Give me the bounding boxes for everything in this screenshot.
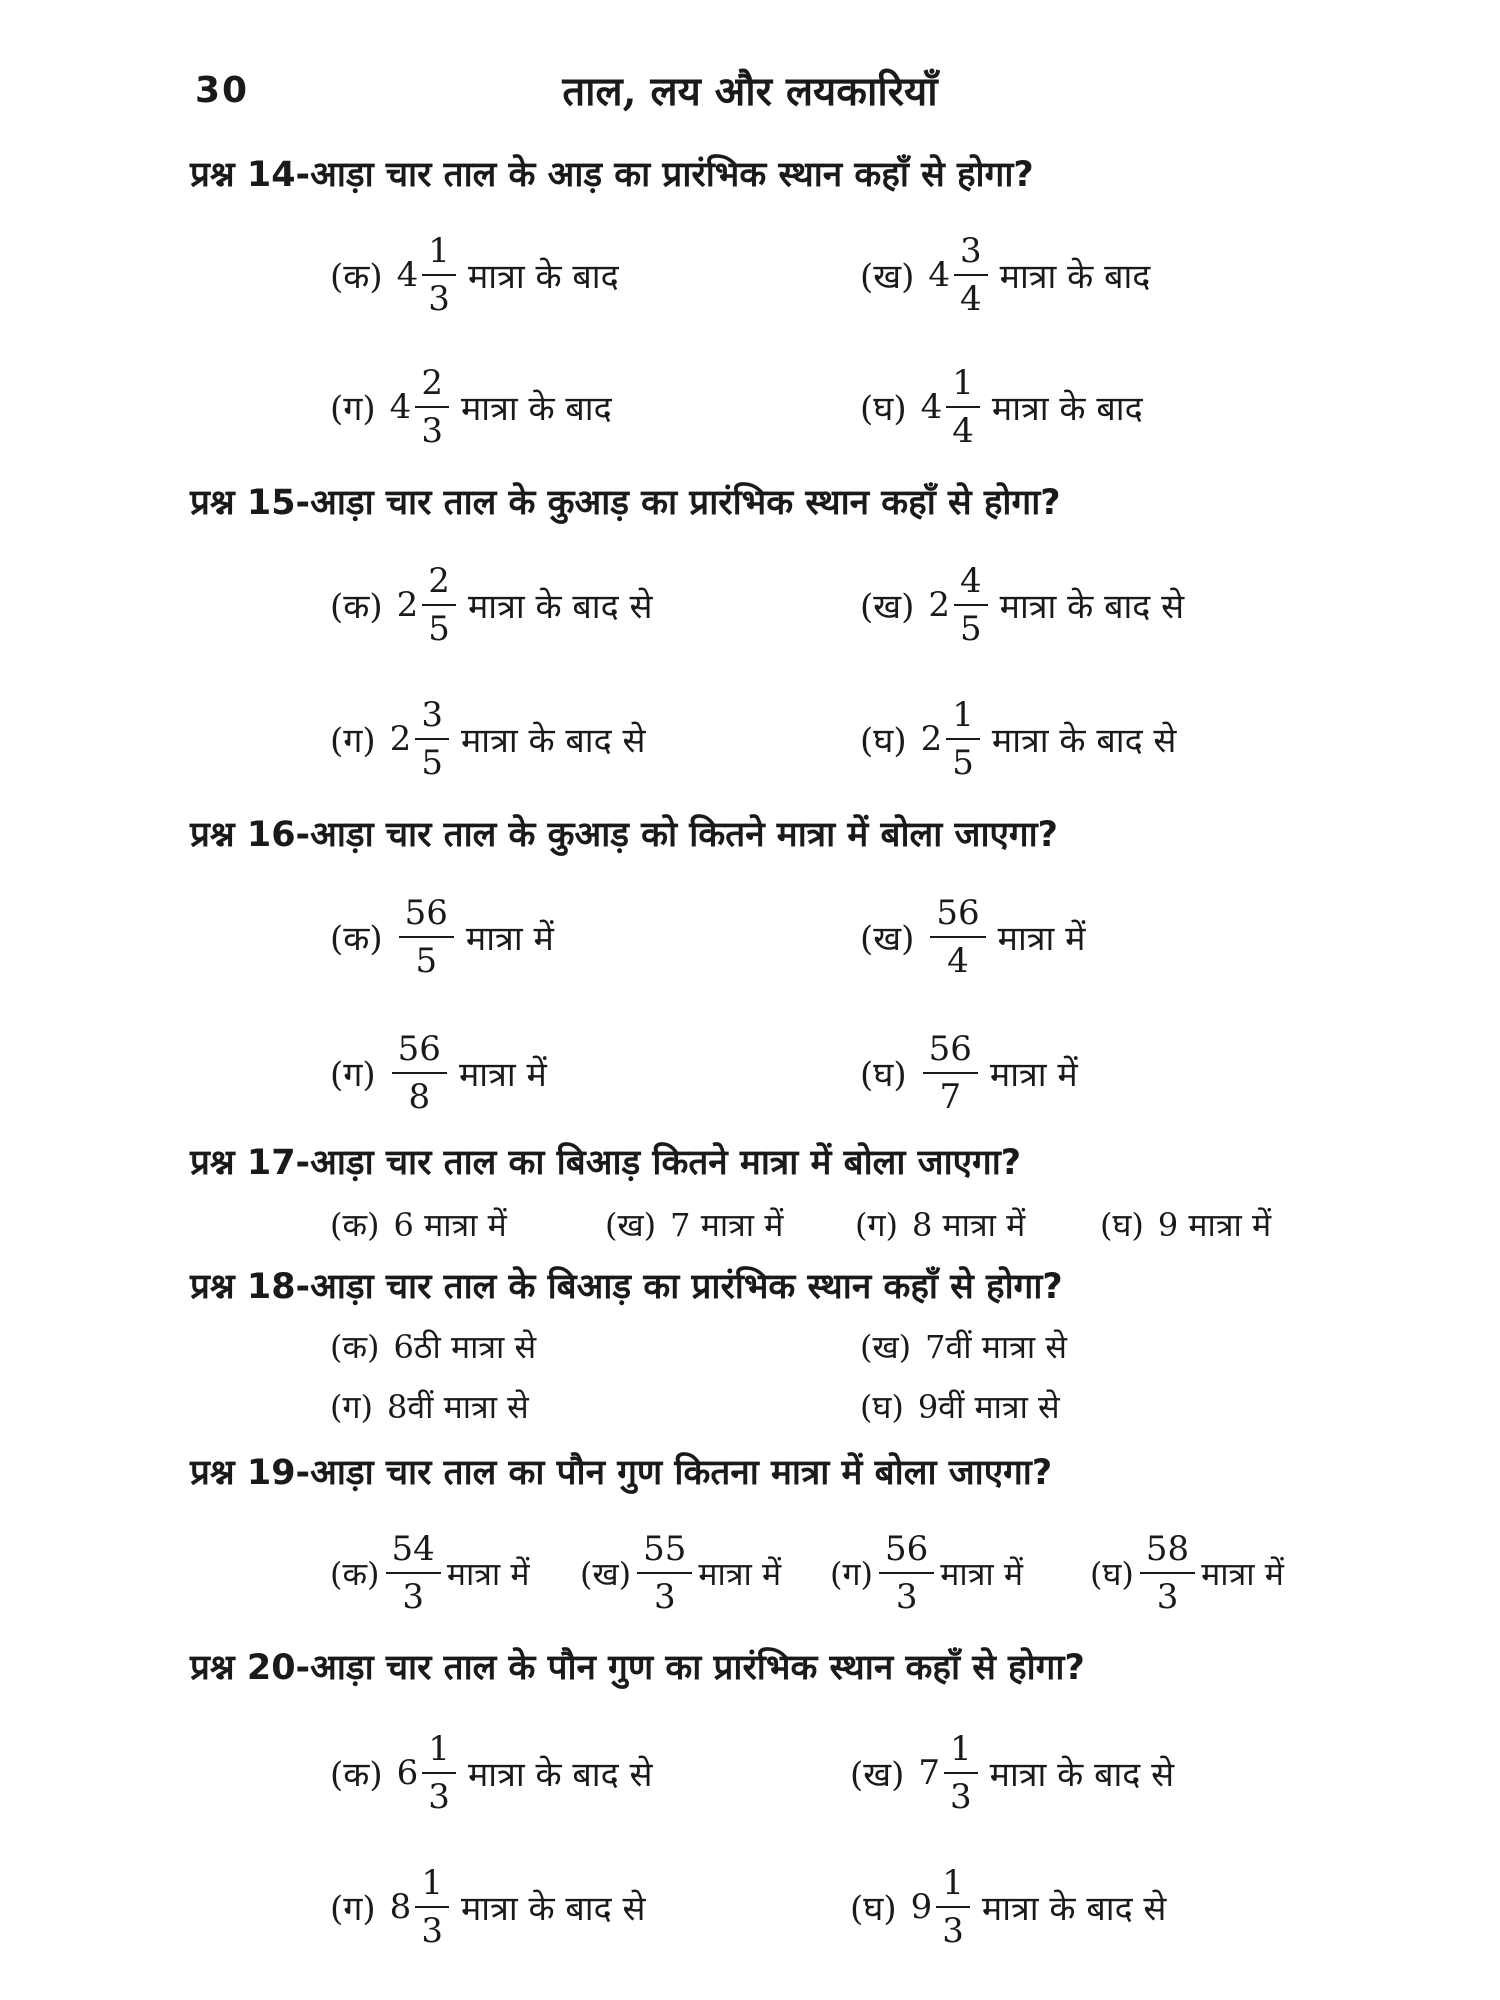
numerator: 4 [959,561,982,601]
option-label: (ग) [330,721,376,761]
option [860,1380,1060,1432]
denominator: 3 [949,1777,972,1817]
option [830,1518,1023,1628]
option-text: मात्रा में [698,1554,782,1593]
question-14: प्रश्न 14-आड़ा चार ताल के आड़ का प्रारंभिक स्थान कहाँ से होगा? [190,155,1034,195]
whole-number: 6 [396,1753,419,1793]
fraction [415,1863,449,1951]
option-text: मात्रा के बाद [991,389,1143,429]
options-row [330,352,1330,462]
option [860,352,1143,462]
fraction [399,893,454,981]
option-text: 9वीं मात्रा से [917,1387,1060,1426]
denominator: 3 [421,1911,443,1951]
fraction [946,695,980,783]
fraction-bar [879,1572,934,1574]
denominator: 5 [952,743,974,783]
whole-number: 4 [920,387,943,427]
whole-number: 7 [918,1753,940,1793]
option-text: मात्रा के बाद से [999,587,1185,627]
option [330,1198,507,1250]
option-label: (घ) [860,1387,904,1426]
option-text: 9 मात्रा में [1157,1205,1272,1244]
numerator: 2 [421,363,443,403]
option-label: (ख) [850,1755,905,1795]
whole-number: 2 [389,719,412,759]
fraction-bar [1140,1572,1195,1574]
numerator: 1 [421,1863,443,1903]
option-text: मात्रा में [1201,1554,1284,1593]
option-text: मात्रा के बाद से [467,1755,653,1795]
option [330,220,619,330]
numerator: 1 [942,1863,964,1903]
option-text: मात्रा के बाद से [981,1889,1167,1929]
option-label: (क) [330,1327,380,1366]
numerator: 1 [428,1729,450,1769]
fraction [936,1863,970,1951]
denominator: 3 [895,1577,918,1617]
option-label: (ग) [330,389,376,429]
fraction-bar [422,1772,456,1774]
options-row [330,550,1330,660]
numerator: 1 [428,231,450,271]
option-label: (घ) [860,1055,907,1095]
fraction [954,231,988,319]
numerator: 56 [397,1029,441,1069]
options-row [330,1380,1330,1432]
option-label: (ख) [860,1327,912,1366]
option [605,1198,783,1250]
fraction-bar [422,274,456,276]
whole-number: 9 [910,1887,933,1927]
fraction [422,231,456,319]
option [330,1518,530,1628]
options-row [330,1198,1330,1250]
fraction-bar [936,1906,970,1908]
option-text: 8 मात्रा में [912,1205,1026,1244]
option-text: मात्रा में [940,1554,1023,1593]
option-label: (घ) [1100,1205,1144,1244]
numerator: 56 [404,893,448,933]
option-label: (क) [330,919,383,959]
fraction-bar [637,1572,692,1574]
denominator: 4 [952,411,974,451]
option-label: (घ) [850,1889,897,1929]
option-text: मात्रा के बाद से [989,1755,1175,1795]
option [330,1320,536,1372]
option-text: 6 मात्रा में [393,1205,507,1244]
option [580,1518,781,1628]
option-text: मात्रा में [997,919,1086,959]
fraction [954,561,988,649]
fraction [923,1029,978,1117]
option-text: मात्रा के बाद से [991,721,1177,761]
options-row [330,1320,1330,1372]
option-text: मात्रा के बाद [467,257,619,297]
denominator: 3 [653,1577,676,1617]
numerator: 3 [959,231,982,271]
fraction [879,1529,934,1617]
option [850,1852,1166,1962]
fraction-bar [923,1072,978,1074]
fraction-bar [392,1072,447,1074]
fraction-bar [946,406,980,408]
denominator: 5 [959,609,982,649]
denominator: 3 [428,1777,450,1817]
options-row [330,882,1330,992]
denominator: 4 [947,941,969,981]
options-row [330,220,1330,330]
option-text: 7 मात्रा में [670,1205,784,1244]
option [330,1018,547,1128]
option-text: मात्रा में [465,919,554,959]
numerator: 1 [952,363,974,403]
denominator: 5 [421,743,443,783]
option-text: मात्रा के बाद से [460,721,646,761]
options-row [330,1518,1330,1628]
option-text: मात्रा में [446,1554,530,1593]
page-title: ताल, लय और लयकारियाँ [562,68,938,115]
fraction-bar [386,1572,441,1574]
option-label: (क) [330,257,383,297]
fraction-bar [415,1906,449,1908]
fraction-bar [954,604,988,606]
numerator: 2 [428,561,450,601]
fraction-bar [415,738,449,740]
fraction [944,1729,978,1817]
option [860,684,1176,794]
whole-number: 2 [928,585,950,625]
option [860,550,1184,660]
whole-number: 2 [920,719,943,759]
numerator: 58 [1145,1529,1190,1569]
fraction-bar [930,936,985,938]
denominator: 3 [1156,1577,1179,1617]
option-text: मात्रा के बाद [460,389,612,429]
option [860,1018,1078,1128]
whole-number: 4 [396,255,419,295]
fraction-bar [954,274,988,276]
option-label: (ख) [605,1205,657,1244]
option-label: (घ) [1090,1554,1134,1593]
numerator: 55 [643,1529,687,1569]
option [330,550,652,660]
option-text: मात्रा के बाद से [467,587,653,627]
numerator: 54 [391,1529,435,1569]
option-label: (क) [330,1755,383,1795]
option-label: (ग) [330,1387,373,1426]
option-label: (घ) [860,389,907,429]
page-number: 30 [195,70,250,111]
numerator: 56 [928,1029,972,1069]
option-text: मात्रा में [458,1055,547,1095]
numerator: 56 [936,893,980,933]
option-text: मात्रा के बाद [999,257,1151,297]
option-label: (ग) [330,1889,376,1929]
option-label: (क) [330,1554,380,1593]
denominator: 5 [415,941,438,981]
options-row [330,1018,1330,1128]
numerator: 1 [952,695,974,735]
fraction [415,363,449,451]
whole-number: 2 [396,585,419,625]
numerator: 56 [885,1529,929,1569]
option-label: (ख) [860,587,915,627]
question-17: प्रश्न 17-आड़ा चार ताल का बिआड़ कितने मात्रा में बोला जाएगा? [190,1143,1022,1183]
option-label: (ग) [830,1554,873,1593]
option-text: मात्रा में [989,1055,1078,1095]
option [1100,1198,1271,1250]
option [330,882,554,992]
fraction [422,561,456,649]
denominator: 7 [939,1077,962,1117]
denominator: 4 [959,279,982,319]
fraction-bar [946,738,980,740]
option-label: (ख) [860,919,915,959]
fraction-bar [415,406,449,408]
option [860,220,1150,330]
numerator: 3 [421,695,443,735]
option [330,1380,529,1432]
denominator: 3 [942,1911,964,1951]
options-row [330,1852,1330,1962]
denominator: 3 [402,1577,424,1617]
denominator: 5 [428,609,450,649]
option-text: 7वीं मात्रा से [925,1327,1067,1366]
option [330,352,612,462]
denominator: 3 [421,411,443,451]
option [330,1852,645,1962]
option [860,882,1085,992]
fraction [422,1729,456,1817]
fraction [946,363,980,451]
options-row [330,684,1330,794]
question-18: प्रश्न 18-आड़ा चार ताल के बिआड़ का प्रारंभिक स्थान कहाँ से होगा? [190,1267,1063,1307]
fraction-bar [422,604,456,606]
option [330,1718,652,1828]
option [860,1320,1067,1372]
option-label: (क) [330,587,383,627]
option-text: मात्रा के बाद से [460,1889,646,1929]
denominator: 8 [408,1077,431,1117]
fraction [386,1529,441,1617]
option [1090,1518,1284,1628]
fraction [930,893,985,981]
denominator: 3 [428,279,450,319]
option-label: (ख) [860,257,915,297]
numerator: 1 [949,1729,972,1769]
option-label: (क) [330,1205,380,1244]
option-text: 8वीं मात्रा से [387,1387,529,1426]
option-label: (ख) [580,1554,632,1593]
question-16: प्रश्न 16-आड़ा चार ताल के कुआड़ को कितने मात्रा में बोला जाएगा? [190,815,1058,855]
question-15: प्रश्न 15-आड़ा चार ताल के कुआड़ का प्रारंभिक स्थान कहाँ से होगा? [190,483,1061,523]
question-20: प्रश्न 20-आड़ा चार ताल के पौन गुण का प्रारंभिक स्थान कहाँ से होगा? [190,1648,1085,1688]
option [850,1718,1174,1828]
page-header [195,62,1305,122]
fraction [392,1029,447,1117]
fraction-bar [944,1772,978,1774]
whole-number: 4 [389,387,412,427]
question-19: प्रश्न 19-आड़ा चार ताल का पौन गुण कितना मात्रा में बोला जाएगा? [190,1453,1053,1493]
fraction [637,1529,692,1617]
option-label: (ग) [855,1205,898,1244]
option-text: 6ठी मात्रा से [393,1327,537,1366]
option [855,1198,1025,1250]
option-label: (घ) [860,721,907,761]
whole-number: 8 [389,1887,412,1927]
options-row [330,1718,1330,1828]
whole-number: 4 [928,255,950,295]
fraction-bar [399,936,454,938]
option [330,684,645,794]
fraction [1140,1529,1195,1617]
fraction [415,695,449,783]
option-label: (ग) [330,1055,376,1095]
